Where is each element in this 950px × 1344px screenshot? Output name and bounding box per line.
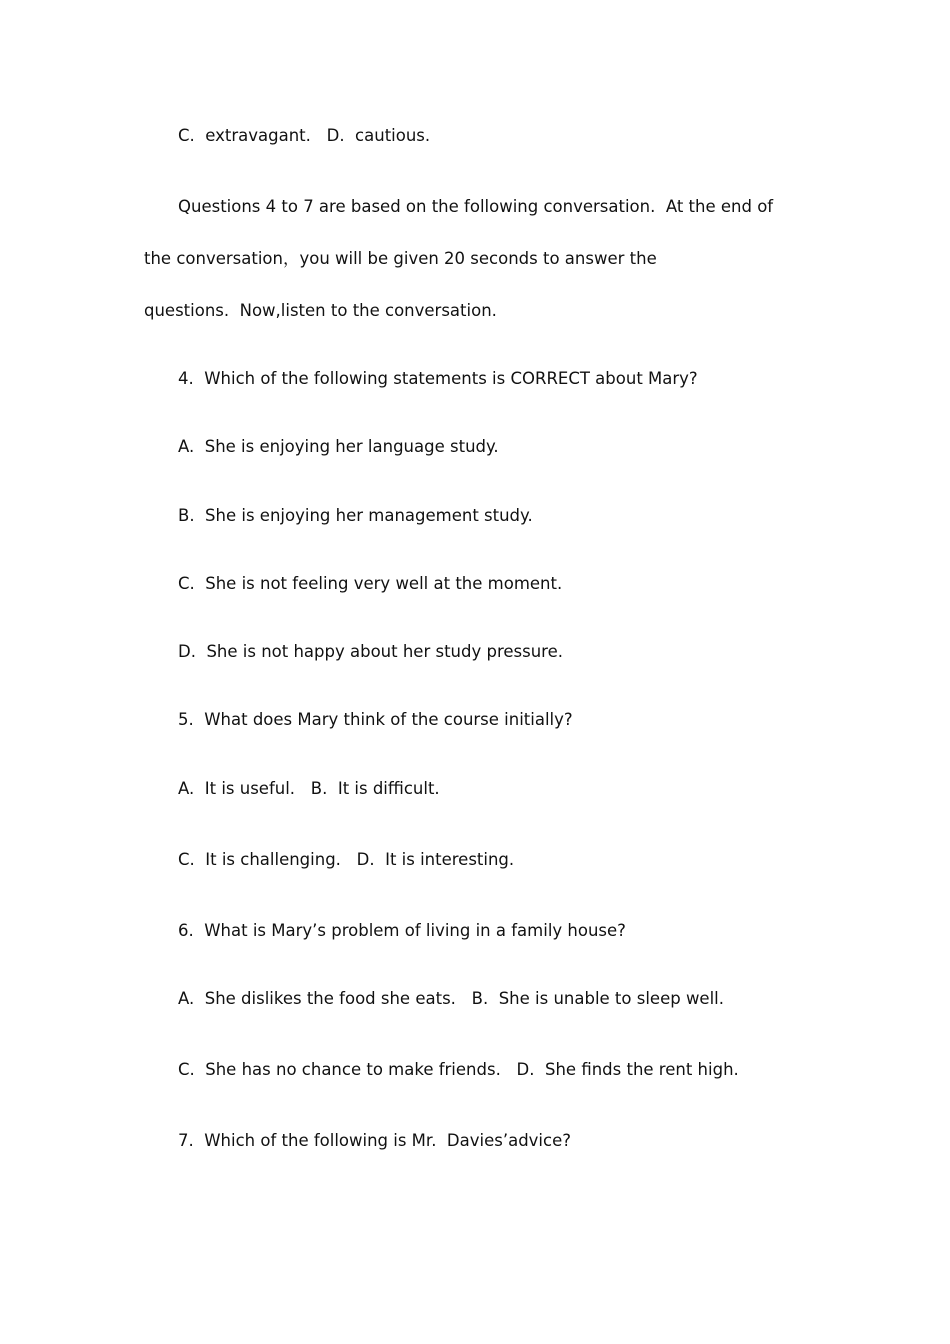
q4-option-c: C. She is not feeling very well at the moment. (178, 574, 563, 593)
q4-option-d: D. She is not happy about her study pressure. (178, 642, 563, 661)
q4-option-a: A. She is enjoying her language study. (178, 437, 499, 456)
instructions-line-3: questions. Now,listen to the conversation. (144, 301, 497, 320)
question-4: 4. Which of the following statements is CORRECT about Mary? (178, 369, 698, 388)
instructions-line-2: the conversation，you will be given 20 seconds to answer the (144, 249, 657, 268)
q4-option-b: B. She is enjoying her management study. (178, 506, 533, 525)
question-7: 7. Which of the following is Mr. Davies’advice? (178, 1131, 571, 1150)
question-5: 5. What does Mary think of the course initially? (178, 710, 573, 729)
q6-options-ab: A. She dislikes the food she eats. B. She is unable to sleep well. (178, 989, 724, 1008)
instructions-line-1: Questions 4 to 7 are based on the following conversation. At the end of (178, 197, 774, 216)
q5-options-ab: A. It is useful. B. It is difficult. (178, 779, 440, 798)
q3-options-cd: C. extravagant. D. cautious. (178, 126, 431, 145)
question-6: 6. What is Mary’s problem of living in a family house? (178, 921, 626, 940)
q5-options-cd: C. It is challenging. D. It is interesting. (178, 850, 515, 869)
q6-options-cd: C. She has no chance to make friends. D. She finds the rent high. (178, 1060, 739, 1079)
